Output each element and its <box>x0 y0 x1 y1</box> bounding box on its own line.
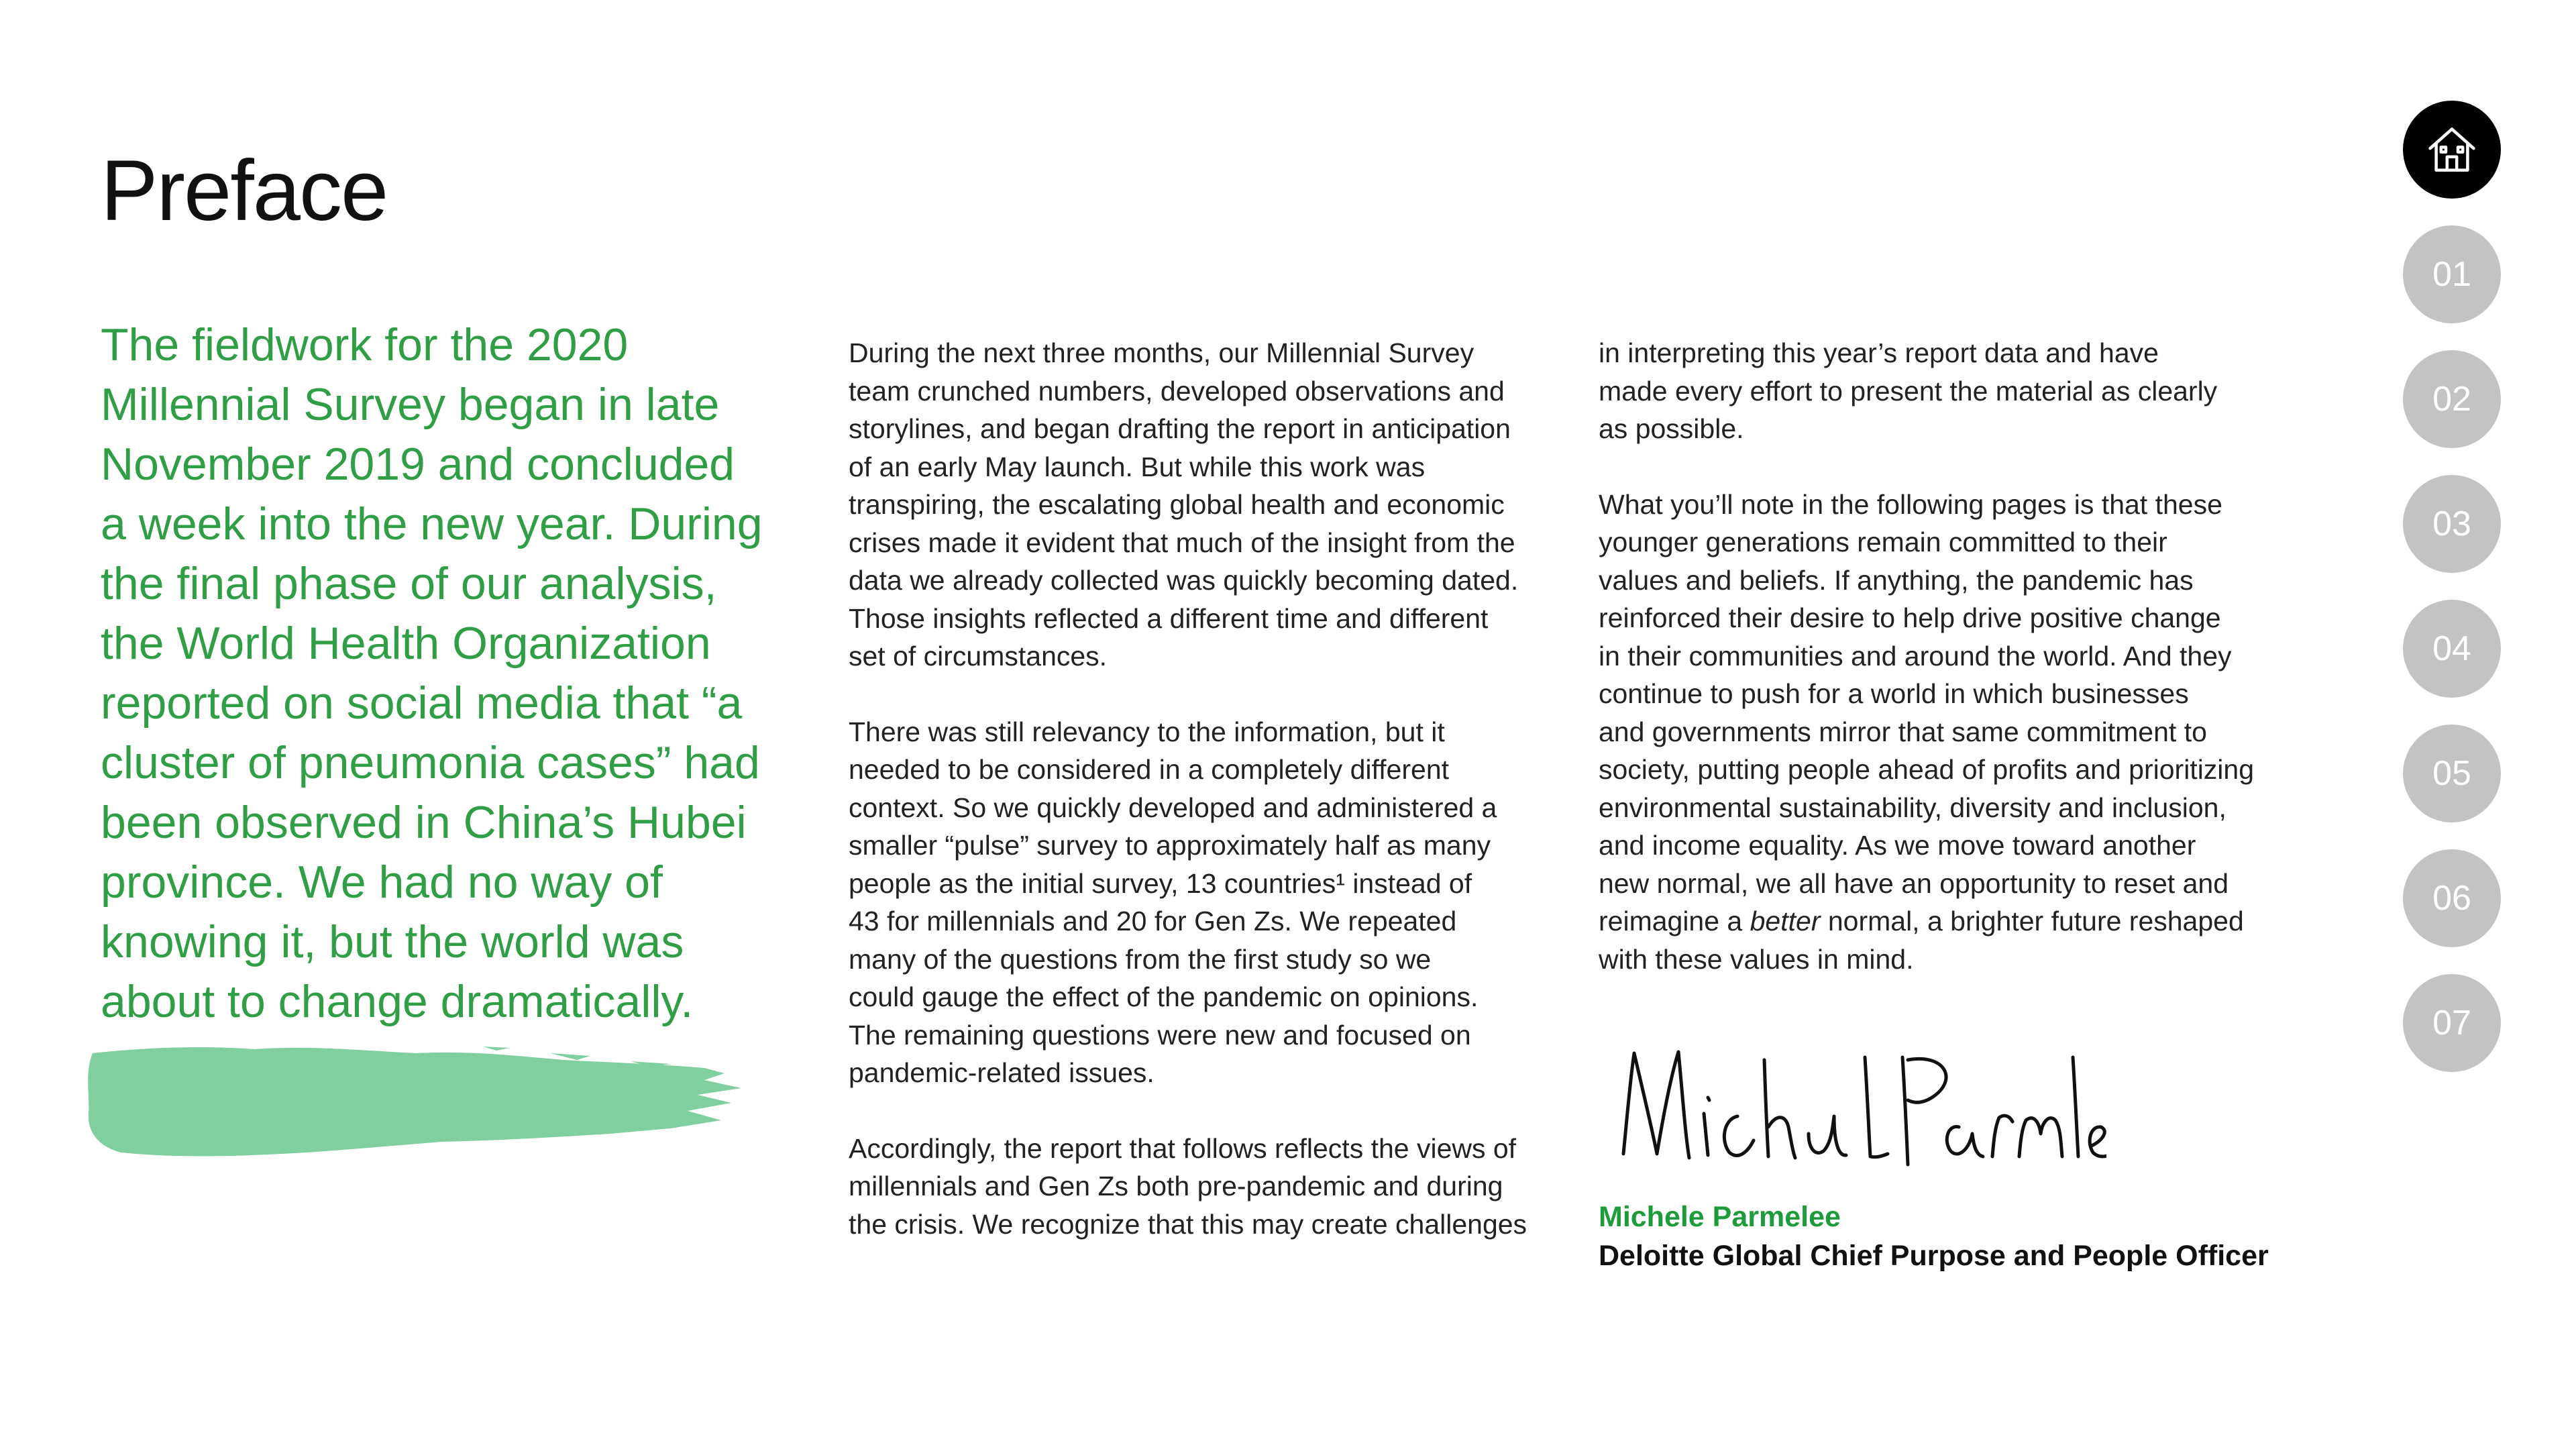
body-paragraph: Accordingly, the report that follows reflects the views of millennials and Gen Zs both pre-pandemic and during the crisis. We recognize that this may create challenges <box>849 1132 1527 1240</box>
body-paragraph: There was still relevancy to the information, but it needed to be considered in a completely different context. So we quickly developed and administered a smaller “pulse” survey to approximately half as many people as the initial survey, 13 countries¹ instead of 43 for millennials and 20 for Gen Zs. We repeated many of the questions from the first study so we could gauge the effect of the pandemic on opinions. The remaining questions were new and focused on pandemic-related issues. <box>849 716 1497 1088</box>
signature-role: Deloitte Global Chief Purpose and People Officer <box>1599 1240 2269 1272</box>
page-title: Preface <box>101 143 388 239</box>
section-nav <box>2403 101 2504 1099</box>
nav-section-07[interactable]: 07 <box>2403 974 2501 1072</box>
brush-stroke-decoration <box>80 1033 751 1181</box>
intro-text: The fieldwork for the 2020 Millennial Survey began in late November 2019 and concluded a week into the new year. During the final phase of our analysis, the World Health Organization reported on social media that “a cluster of pneumonia cases” had been observed in China’s Hubei province. We had no way of knowing it, but the world was about to change dramatically. <box>101 319 763 1027</box>
home-button[interactable] <box>2403 101 2501 199</box>
handwritten-signature <box>1610 1033 2106 1181</box>
nav-section-02[interactable]: 02 <box>2403 350 2501 448</box>
body-text-segment: What you’ll note in the following pages is that these younger generations remain committed to their values and beliefs. If anything, the pandemic has reinforced their desire to help drive positive change in their communities and around the world. And they continue to push for a world in which businesses and governments mirror that same commitment to society, putting people ahead of profits and prioritizing environmental sustainability, diversity and inclusion, and income equality. As we move toward another new normal, we all have an opportunity to reset and reimagine a <box>1599 488 2255 936</box>
body-text-segment: normal, a brighter future reshaped with these values in mind. <box>1599 906 2244 975</box>
nav-section-06[interactable]: 06 <box>2403 849 2501 947</box>
body-column-right <box>1599 334 2350 1016</box>
body-paragraph: During the next three months, our Millennial Survey team crunched numbers, developed observations and storylines, and began drafting the report in anticipation of an early May launch. But while this work was transpiring, the escalating global health and economic crises made it evident that much of the insight from the data we already collected was quickly becoming dated. Those insights reflected a different time and different set of circumstances. <box>849 337 1519 672</box>
emphasis-better: better <box>1750 906 1821 936</box>
home-icon <box>2422 119 2482 180</box>
body-column-middle <box>849 334 1560 1281</box>
body-paragraph <box>1599 486 2350 979</box>
nav-section-01[interactable]: 01 <box>2403 225 2501 323</box>
nav-section-03[interactable]: 03 <box>2403 475 2501 573</box>
nav-section-05[interactable]: 05 <box>2403 724 2501 822</box>
nav-section-04[interactable]: 04 <box>2403 600 2501 698</box>
body-paragraph: in interpreting this year’s report data and have made every effort to present the material as clearly as possible. <box>1599 337 2218 444</box>
signature-name: Michele Parmelee <box>1599 1201 1841 1233</box>
